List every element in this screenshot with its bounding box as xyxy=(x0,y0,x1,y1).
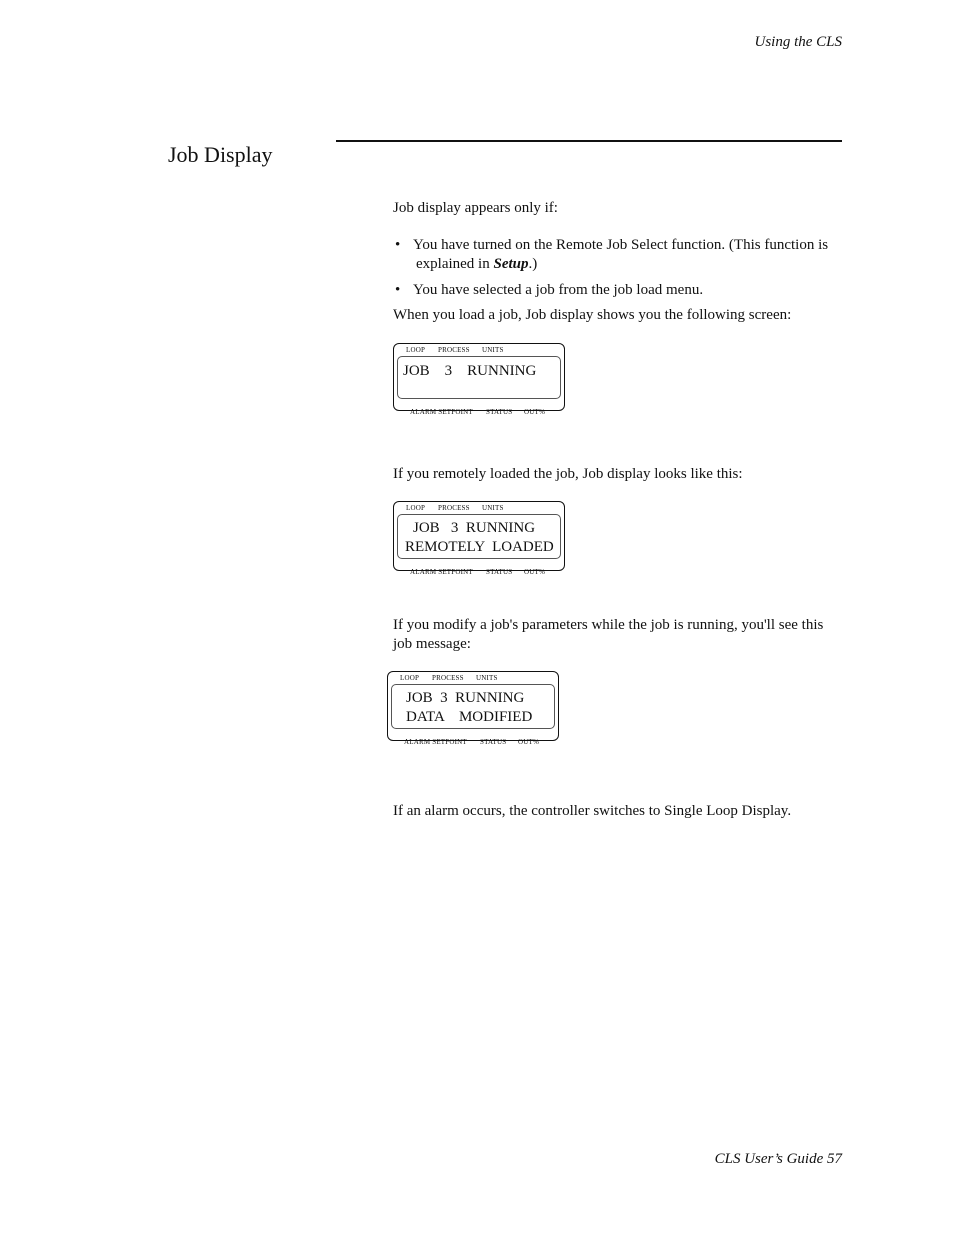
lcd-display-remotely-loaded: LOOP PROCESS UNITS JOB 3 RUNNING REMOTELY LOADED ALARM SETPOINT STATUS OUT% xyxy=(393,501,565,571)
running-header: Using the CLS xyxy=(754,34,842,50)
lcd-line-1: JOB 3 RUNNING xyxy=(413,520,536,536)
alarm-paragraph: If an alarm occurs, the controller switches to Single Loop Display. xyxy=(393,803,792,819)
lcd-display-data-modified: LOOP PROCESS UNITS JOB 3 RUNNING DATA MODIFIED ALARM SETPOINT STATUS OUT% xyxy=(387,671,559,741)
lcd-screen xyxy=(391,684,555,729)
lcd-line-1: JOB 3 RUNNING xyxy=(406,690,525,706)
section-title: Job Display xyxy=(168,142,273,167)
modify-paragraph: If you modify a job's parameters while the job is running, you'll see this job message: xyxy=(393,617,824,652)
list-item xyxy=(393,281,845,300)
list-item xyxy=(393,236,845,274)
page-footer: CLS User’s Guide 57 xyxy=(714,1151,842,1167)
load-job-paragraph: When you load a job, Job display shows you the following screen: xyxy=(393,307,792,323)
bullet-text: You have turned on the Remote Job Select function. (This function is xyxy=(413,237,829,253)
section-rule xyxy=(336,140,842,142)
lcd-screen xyxy=(397,514,561,559)
lcd-line-2: DATA MODIFIED xyxy=(406,709,533,725)
bullet-text-line2: explained in Setup.) xyxy=(416,256,538,272)
lcd-screen xyxy=(397,356,561,399)
remote-paragraph: If you remotely loaded the job, Job display looks like this: xyxy=(393,466,743,482)
setup-reference: Setup xyxy=(493,256,529,272)
bullet-text: You have selected a job from the job load menu. xyxy=(413,282,704,298)
lcd-line-1: JOB 3 RUNNING xyxy=(403,363,537,379)
lcd-line-2: REMOTELY LOADED xyxy=(405,539,554,555)
intro-paragraph: Job display appears only if: xyxy=(393,200,558,216)
lcd-display-job-running: LOOP PROCESS UNITS JOB 3 RUNNING ALARM SETPOINT STATUS OUT% xyxy=(393,343,565,411)
condition-list xyxy=(393,236,845,300)
